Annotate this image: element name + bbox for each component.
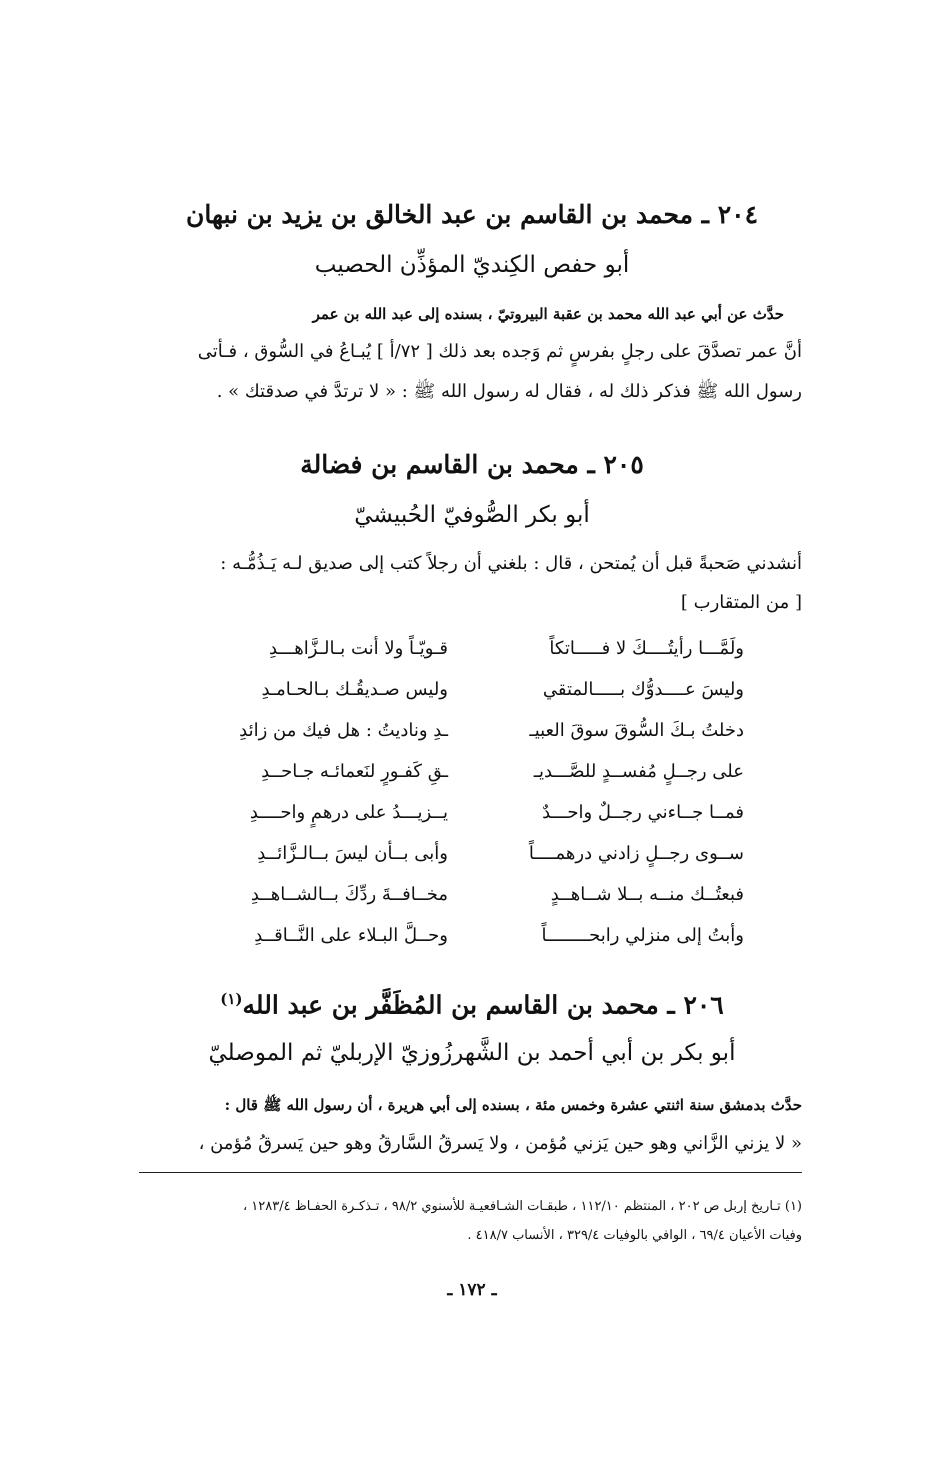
verse-second-hemistich: مخــافــةَ ردِّكَ بــالشــاهــدِ [250, 884, 448, 905]
text-line: أنَّ عمر تصدَّقَ على رجلٍ بفرسٍ ثم وَجده بعد ذلك [ ٧٢/أ ] يُبـاعُ في السُّوق ، فـأتى [197, 341, 802, 362]
entry-subtitle: أبو بكر الصُّوفيّ الحُبيشيّ [354, 502, 590, 528]
entry-title-text: ٢٠٦ ـ محمد بن القاسم بن المُظَفَّر بن عبد الله [242, 990, 724, 1020]
verse-first-hemistich: دخلتُ بـكَ السُّوقَ سوقَ العبيـ [529, 720, 744, 741]
verse-second-hemistich: قـويّـاً ولا أنت بـالـزَّاهـــدِ [269, 638, 448, 659]
verse-first-hemistich: وأبتُ إلى منزلي رابحــــــــاً [541, 925, 744, 946]
text-line: رسول الله ﷺ فذكر ذلك له ، فقال له رسول الله ﷺ : « لا ترتدَّ في صدقتك » . [216, 381, 802, 402]
footnote-marker[interactable]: (١) [220, 990, 243, 1008]
verse-first-hemistich: ســوى رجــلٍ زادني درهمــــاً [528, 843, 744, 864]
entry-title: ٢٠٤ ـ محمد بن القاسم بن عبد الخالق بن يزيد بن نبهان [185, 200, 759, 229]
meter-label: [ من المتقارب ] [680, 592, 802, 613]
verse-first-hemistich: على رجــلٍ مُفســدٍ للصَّـــديـ [533, 761, 744, 782]
verse-second-hemistich: وأبى بــأن ليسَ بــالـزَّائــدِ [257, 843, 448, 864]
text-line: « لا يزني الزَّاني وهو حين يَزني مُؤمن ، ولا يَسرقُ السَّارقُ وهو حين يَسرقُ مُؤمن ، [198, 1133, 802, 1154]
verse-second-hemistich: وليس صـديقُـك بـالحـامـدِ [261, 679, 448, 700]
isnad-line: حدَّث عن أبي عبد الله محمد بن عقبة البيروتيّ ، بسنده إلى عبد الله بن عمر [312, 305, 784, 323]
verse-second-hemistich: يــزيـــدُ على درهمٍ واحــــدِ [249, 802, 448, 823]
verse-first-hemistich: فبعتُــك منــه بــلا شــاهــدٍ [550, 884, 744, 905]
entry-title [0, 990, 944, 1019]
text-line: أنشدني صَحبةً قبل أن يُمتحن ، قال : بلغني أن رجلاً كتب إلى صديق لـه يَـذُمُّـه : [220, 553, 802, 574]
isnad-line: حدَّث بدمشق سنة اثنتي عشرة وخمس مئة ، بسنده إلى أبي هريرة ، أن رسول الله ﷺ قال : [224, 1096, 802, 1114]
footnote-divider [139, 1172, 802, 1173]
verse-second-hemistich: ـقِ كَفـورٍ لنَعمائـه جـاحــدِ [261, 761, 448, 782]
verse-second-hemistich: ـدِ وناديتُ : هل فيك من زائدِ [239, 720, 448, 741]
verse-second-hemistich: وحــلَّ البـلاء على النَّــاقــدِ [254, 925, 448, 946]
verse-first-hemistich: ولَمَّـــا رأيتُــــكَ لا فـــــاتكاً [549, 638, 744, 659]
verse-first-hemistich: وليسَ عــــدوُّك بـــــالمتقي [542, 679, 744, 700]
footnote-line: (١) تـاريخ إربل ص ٢٠٢ ، المنتظم ١١٢/١٠ ، طبقـات الشـافعيـة للأسنوي ٩٨/٢ ، تـذكـرة الحفـاظ ١٢٨٣/٤ ، [242, 1199, 802, 1214]
entry-title: ٢٠٥ ـ محمد بن القاسم بن فضالة [300, 450, 644, 479]
entry-subtitle: أبو بكر بن أبي أحمد بن الشَّهرزُوزيّ الإربليّ ثم الموصليّ [208, 1040, 736, 1066]
footnote-line: وفيات الأعيان ٦٩/٤ ، الوافي بالوفيات ٣٢٩/٤ ، الأنساب ٤١٨/٧ . [467, 1228, 802, 1243]
entry-subtitle: أبو حفص الكِنديّ المؤذِّن الحصيب [314, 252, 630, 278]
verse-first-hemistich: فمــا جــاءني رجــلٌ واحـــدٌ [542, 802, 744, 823]
page-number: ـ ١٧٢ ـ [447, 1280, 497, 1300]
